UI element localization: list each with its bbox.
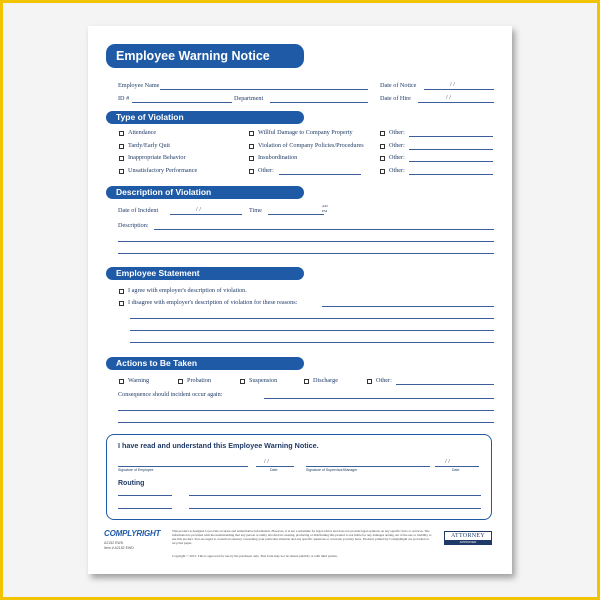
option-attendance: Attendance [128, 129, 157, 136]
option-unsatisfactory-performance: Unsatisfactory Performance [128, 167, 198, 174]
disagree-line-2[interactable] [130, 318, 494, 319]
option-other-4: Other: [389, 167, 405, 174]
id-field[interactable] [132, 102, 232, 103]
supervisor-date-field[interactable] [435, 466, 479, 467]
form-sheet [88, 26, 512, 574]
acknowledgement-box [106, 434, 492, 520]
option-action-other: Other: [376, 377, 392, 384]
routing-line-1[interactable] [118, 495, 172, 496]
date-of-notice-field[interactable] [424, 89, 494, 90]
date-of-incident-field[interactable] [170, 214, 242, 215]
supervisor-date-slashes: / / [445, 458, 450, 465]
copyright-text: Copyright © 2015. This is approved for use by the purchaser only. This form may not be shared publicly or with third parties. [172, 554, 338, 558]
checkbox-discharge[interactable] [304, 379, 309, 384]
date-of-incident-label: Date of Incident [118, 207, 159, 214]
description-line-3[interactable] [118, 253, 494, 254]
consequence-line-3[interactable] [118, 422, 494, 423]
acknowledgement-statement: I have read and understand this Employee Warning Notice. [118, 441, 319, 450]
checkbox-other-1[interactable] [380, 131, 385, 136]
option-warning: Warning [128, 377, 150, 384]
consequence-label: Consequence should incident occur again: [118, 391, 223, 398]
checkbox-inappropriate-behavior[interactable] [119, 156, 124, 161]
checkbox-attendance[interactable] [119, 131, 124, 136]
supervisor-date-label: Date [452, 468, 460, 472]
option-other-1: Other: [389, 129, 405, 136]
consequence-line-1[interactable] [264, 398, 494, 399]
employee-signature-field[interactable] [118, 466, 248, 467]
disagree-line-1[interactable] [322, 306, 494, 307]
employee-date-field[interactable] [256, 466, 294, 467]
checkbox-action-other[interactable] [367, 379, 372, 384]
checkbox-other-2[interactable] [380, 144, 385, 149]
section-type-of-violation: Type of Violation [106, 111, 304, 124]
checkbox-tardy[interactable] [119, 144, 124, 149]
option-tardy: Tardy/Early Quit [128, 142, 171, 149]
option-other-2: Other: [389, 142, 405, 149]
date-of-hire-slashes: / / [446, 94, 451, 101]
option-probation: Probation [187, 377, 212, 384]
option-disagree: I disagree with employer's description of violation for these reasons: [128, 299, 298, 306]
supervisor-signature-label: Signature of Supervisor/Manager [306, 468, 358, 472]
routing-line-2[interactable] [118, 508, 172, 509]
time-label: Time [249, 207, 262, 214]
option-discharge: Discharge [313, 377, 338, 384]
other-1-field[interactable] [409, 136, 493, 137]
supervisor-signature-field[interactable] [306, 466, 430, 467]
checkbox-willful-damage[interactable] [249, 131, 254, 136]
date-of-notice-slashes: / / [450, 81, 455, 88]
option-suspension: Suspension [249, 377, 278, 384]
checkbox-suspension[interactable] [240, 379, 245, 384]
checkbox-other-col2[interactable] [249, 169, 254, 174]
checkbox-insubordination[interactable] [249, 156, 254, 161]
option-inappropriate-behavior: Inappropriate Behavior [128, 154, 186, 161]
section-actions-to-be-taken: Actions to Be Taken [106, 357, 304, 370]
description-line-1[interactable] [154, 229, 494, 230]
employee-name-label: Employee Name [118, 82, 160, 89]
date-of-notice-label: Date of Notice [380, 82, 417, 89]
time-field[interactable] [268, 214, 324, 215]
option-other-col2: Other: [258, 167, 274, 174]
attorney-seal-text: ATTORNEY [451, 533, 485, 539]
routing-notes-line-2[interactable] [189, 508, 481, 509]
form-title: Employee Warning Notice [106, 44, 304, 68]
routing-label: Routing [118, 480, 145, 487]
option-insubordination: Insubordination [258, 154, 298, 161]
checkbox-other-4[interactable] [380, 169, 385, 174]
department-field[interactable] [270, 102, 368, 103]
employee-signature-label: Signature of Employee [118, 468, 154, 472]
checkbox-warning[interactable] [119, 379, 124, 384]
employee-date-label: Date [270, 468, 278, 472]
disagree-line-3[interactable] [130, 330, 494, 331]
other-col2-field[interactable] [279, 174, 361, 175]
id-label: ID # [118, 95, 130, 102]
checkbox-agree[interactable] [119, 289, 124, 294]
checkbox-other-3[interactable] [380, 156, 385, 161]
complyright-logo: COMPLYRIGHT [104, 529, 161, 538]
checkbox-policy-violation[interactable] [249, 144, 254, 149]
action-other-field[interactable] [396, 384, 494, 385]
disclaimer-text: This product is designed to provide accurate and authoritative information. However, it is not a substitute for legal advice and does not provide legal opinions on any specific facts or services. The information is provided with the understanding that any person or entity involved in creating, producing or distributing this product is not liable for any damages arising out of the use or inability to use this product. You are urged to consult an attorney concerning your particular situation and any specific questions or concerns you may have. Products printed by ComplyRight are provided on recycled paper. [172, 529, 432, 545]
date-of-hire-label: Date of Hire [380, 95, 411, 102]
option-willful-damage: Willful Damage to Company Property [258, 129, 353, 136]
option-policy-violation: Violation of Company Policies/Procedures [258, 142, 364, 149]
other-2-field[interactable] [409, 149, 493, 150]
option-agree: I agree with employer's description of violation. [128, 287, 247, 294]
description-label: Description: [118, 222, 149, 229]
employee-date-slashes: / / [264, 458, 269, 465]
attorney-seal-sub: APPROVED [445, 540, 491, 544]
section-description-of-violation: Description of Violation [106, 186, 304, 199]
consequence-line-2[interactable] [118, 410, 494, 411]
brand-code: A2152 EWD [104, 541, 124, 545]
date-of-incident-slashes: / / [196, 206, 201, 213]
employee-name-field[interactable] [160, 89, 368, 90]
am-label: AM [322, 204, 328, 208]
brand-item: Item # A2152 EWD [104, 546, 134, 550]
description-line-2[interactable] [118, 241, 494, 242]
disagree-line-4[interactable] [130, 342, 494, 343]
routing-notes-line-1[interactable] [189, 495, 481, 496]
date-of-hire-field[interactable] [418, 102, 494, 103]
option-other-3: Other: [389, 154, 405, 161]
checkbox-disagree[interactable] [119, 301, 124, 306]
attorney-approved-seal [444, 531, 492, 545]
other-3-field[interactable] [409, 161, 493, 162]
pm-label: PM [322, 209, 328, 213]
department-label: Department [234, 95, 264, 102]
section-employee-statement: Employee Statement [106, 267, 304, 280]
other-4-field[interactable] [409, 174, 493, 175]
checkbox-probation[interactable] [178, 379, 183, 384]
checkbox-unsatisfactory-performance[interactable] [119, 169, 124, 174]
